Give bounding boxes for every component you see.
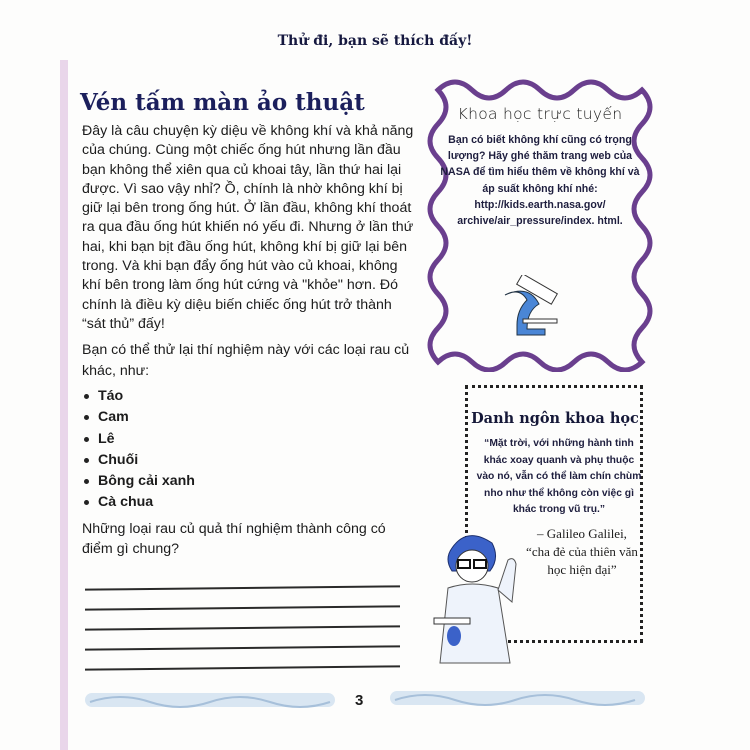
author-name: – Galileo Galilei, <box>537 525 627 541</box>
answer-line[interactable] <box>85 625 400 630</box>
microscope-icon <box>495 275 575 355</box>
quote-box-title: Danh ngôn khoa học <box>471 410 639 427</box>
question: Những loại rau củ quả thí nghiệm thành công có điểm gì chung? <box>82 521 386 558</box>
author-description: “cha đẻ của thiên văn học hiện đại” <box>526 543 638 577</box>
list-intro: Bạn có thể thử lại thí nghiệm này với các loại rau củ khác, như: <box>82 342 410 380</box>
page-number: 3 <box>355 692 364 709</box>
online-box-text: Bạn có biết không khí cũng có trọng lượng? Hãy ghé thăm trang web của NASA để tìm hiểu thêm về không khí và áp suất không khí nhé: http://kids.earth.nasa.gov/ archive/air_pressure/index. html. <box>440 134 640 228</box>
answer-line[interactable] <box>85 665 400 670</box>
page-edge <box>60 60 68 750</box>
vegetable-list <box>80 386 416 513</box>
list-item: Cam <box>98 407 416 428</box>
list-item: Táo <box>98 386 416 407</box>
list-item: Chuối <box>98 450 416 471</box>
body-paragraph: Đây là câu chuyện kỳ diệu về không khí và khả năng của chúng. Cùng một chiếc ống hút nhưng lần đầu bạn không thể xiên qua củ khoai tây, lần thứ hai lại được. Vì sao vậy nhỉ? Ồ, chính là nhờ không khí bị giữ lại bên trong ống hút. Ở lần đầu, không khí thoát ra qua đầu ống hút khiến nó yếu đi. Nhưng ở lần thứ hai, khi bạn bịt đầu ống hút, không khí bị giữ lại bên trong. Và khi bạn đẩy ống hút vào củ khoai, không khí bên trong làm ống hút cứng và "khỏe" hơn. Đó chính là điều kỳ diệu biến chiếc ống hút trở thành “sát thủ” đấy! <box>82 123 414 332</box>
list-item: Cà chua <box>98 492 416 513</box>
answer-line[interactable] <box>85 645 400 650</box>
decorative-wave-left <box>85 690 335 710</box>
decorative-wave-right <box>390 688 645 708</box>
list-item: Bông cải xanh <box>98 471 416 492</box>
scientist-illustration <box>430 528 520 668</box>
list-item: Lê <box>98 429 416 450</box>
answer-line[interactable] <box>85 585 400 590</box>
answer-line[interactable] <box>85 605 400 610</box>
running-header: Thử đi, bạn sẽ thích đấy! <box>277 33 473 49</box>
quote-author <box>522 525 642 579</box>
quote-text: “Mặt trời, với những hành tinh khác xoay quanh và phụ thuộc vào nó, vẫn có thể làm chín chùm nho như thể không còn việc gì khác trong vũ trụ.” <box>476 438 642 515</box>
page-title: Vén tấm màn ảo thuật <box>80 89 365 116</box>
online-box-title: Khoa học trực tuyến <box>457 105 623 123</box>
main-column <box>80 88 416 559</box>
